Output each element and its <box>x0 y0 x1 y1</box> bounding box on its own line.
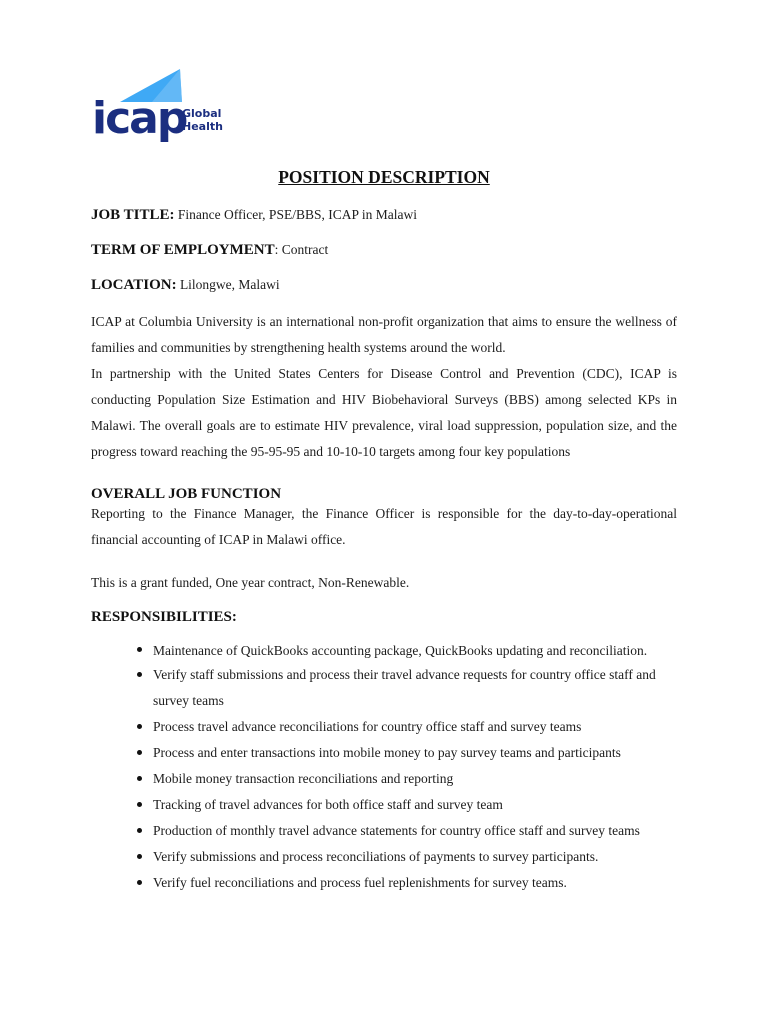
location-label: LOCATION: <box>91 277 177 293</box>
list-item: Process travel advance reconciliations for country office staff and survey teams <box>91 714 691 740</box>
location-value: Lilongwe, Malawi <box>176 277 280 292</box>
page-title: POSITION DESCRIPTION <box>278 167 490 187</box>
job-title-value: Finance Officer, PSE/BBS, ICAP in Malawi <box>174 207 417 222</box>
intro-paragraph-1: ICAP at Columbia University is an international non-profit organization that aims to ensure the wellness of families and communities by strengthening health systems around the world. <box>91 314 677 355</box>
term-label: TERM OF EMPLOYMENT <box>91 242 275 258</box>
contract-note: This is a grant funded, One year contract, Non-Renewable. <box>91 575 410 590</box>
location-line <box>91 277 280 294</box>
list-item: Mobile money transaction reconciliations and reporting <box>91 766 691 792</box>
overall-job-function-heading: OVERALL JOB FUNCTION <box>91 486 282 502</box>
icap-global-health-logo <box>92 66 224 146</box>
term-value: : Contract <box>274 242 329 257</box>
list-item: Production of monthly travel advance statements for country office staff and survey teams <box>91 818 691 844</box>
overall-job-function-text: Reporting to the Finance Manager, the Finance Officer is responsible for the day-to-day-operational financial accounting of ICAP in Malawi office. <box>91 506 677 547</box>
job-title-label: JOB TITLE: <box>91 207 175 223</box>
job-title-line <box>91 207 417 224</box>
logo-tagline-health: Health <box>182 120 223 133</box>
logo-wordmark: icap <box>92 93 187 144</box>
list-item: Verify submissions and process reconciliations of payments to survey participants. <box>91 844 691 870</box>
list-item: Verify staff submissions and process their travel advance requests for country office staff and survey teams <box>91 662 691 714</box>
term-line <box>91 242 328 259</box>
logo-tagline-global: Global <box>182 107 222 120</box>
responsibilities-list <box>91 640 691 896</box>
responsibilities-heading: RESPONSIBILITIES: <box>91 609 237 625</box>
list-item: Tracking of travel advances for both office staff and survey team <box>91 792 691 818</box>
list-item: Maintenance of QuickBooks accounting package, QuickBooks updating and reconciliation. <box>91 640 691 662</box>
list-item: Process and enter transactions into mobile money to pay survey teams and participants <box>91 740 691 766</box>
intro-paragraph-2: In partnership with the United States Centers for Disease Control and Prevention (CDC), ICAP is conducting Population Size Estimation and HIV Biobehavioral Surveys (BBS) among selected KPs in Malawi. The overall goals are to estimate HIV prevalence, viral load suppression, population size, and the progress toward reaching the 95-95-95 and 10-10-10 targets among four key populations <box>91 366 677 459</box>
list-item: Verify fuel reconciliations and process fuel replenishments for survey teams. <box>91 870 691 896</box>
